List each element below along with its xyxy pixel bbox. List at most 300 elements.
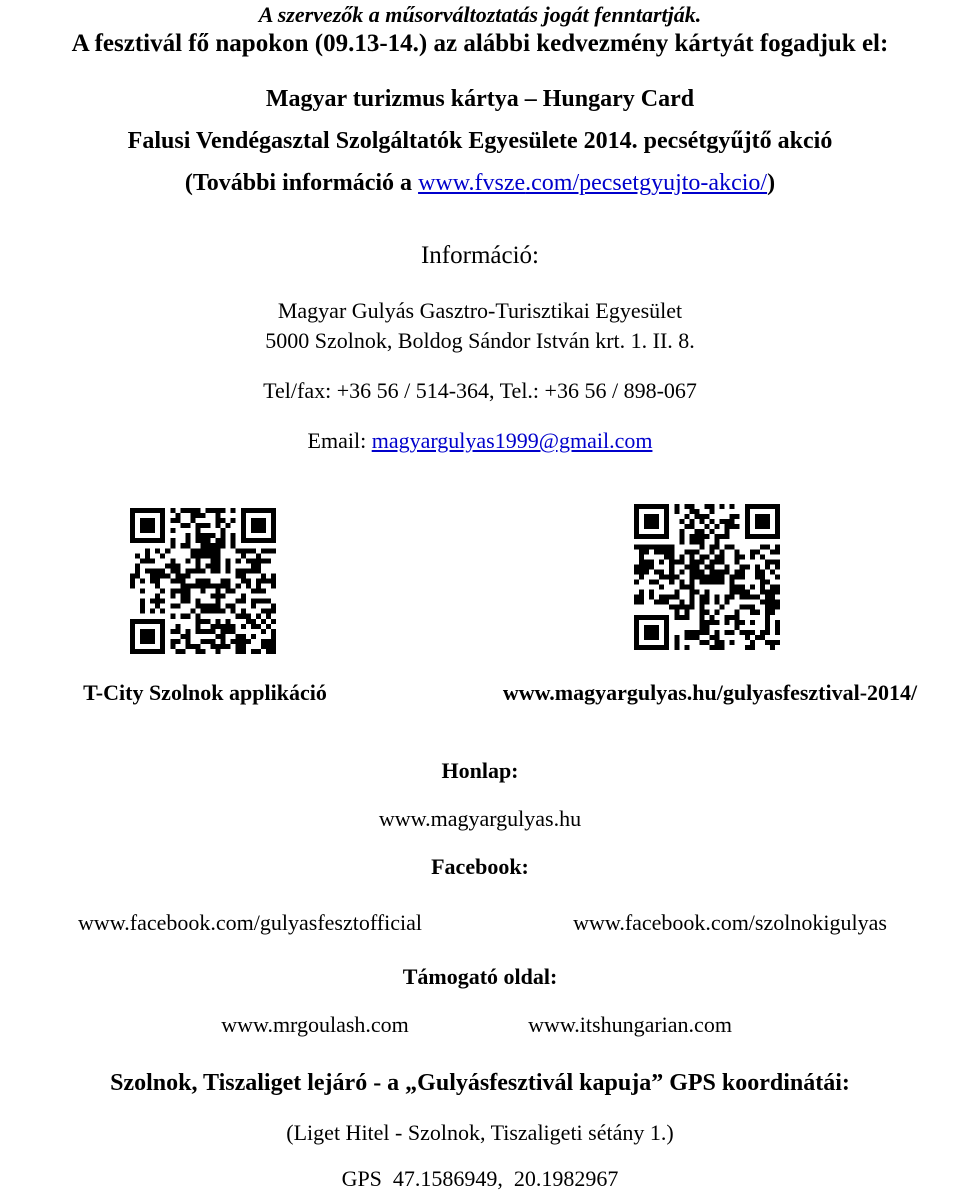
qr-module: [684, 610, 689, 615]
homepage-url[interactable]: www.magyargulyas.hu: [378, 806, 582, 831]
qr-module: [170, 508, 175, 513]
qr-module: [684, 524, 689, 529]
qr-module: [221, 543, 226, 548]
qr-module: [649, 580, 654, 585]
qr-module: [175, 624, 180, 629]
qr-module: [231, 609, 236, 614]
qr-module: [649, 544, 654, 549]
qr-module: [704, 640, 709, 645]
qr-module: [185, 508, 190, 513]
qr-module: [699, 529, 704, 534]
qr-module: [216, 624, 221, 629]
qr-caption-tcity: T-City Szolnok applikáció: [83, 680, 327, 705]
qr-module: [206, 533, 211, 538]
qr-module: [694, 529, 699, 534]
qr-module: [735, 549, 740, 554]
qr-module: [241, 609, 246, 614]
qr-module: [221, 578, 226, 583]
qr-module: [765, 580, 770, 585]
qr-module: [130, 573, 135, 578]
qr-module: [180, 589, 185, 594]
qr-module: [221, 639, 226, 644]
qr-module: [659, 569, 664, 574]
qr-module: [654, 600, 659, 605]
qr-module: [745, 630, 750, 635]
qr-module: [180, 634, 185, 639]
qr-module: [160, 573, 165, 578]
qr-module: [699, 539, 704, 544]
qr-module: [200, 523, 205, 528]
qr-module: [216, 584, 221, 589]
qr-module: [775, 564, 780, 569]
qr-module: [765, 595, 770, 600]
qr-module: [684, 635, 689, 640]
qr-module: [256, 578, 261, 583]
qr-module: [216, 634, 221, 639]
qr-module: [251, 619, 256, 624]
qr-module: [195, 553, 200, 558]
qr-module: [155, 594, 160, 599]
qr-module: [704, 514, 709, 519]
qr-module: [195, 548, 200, 553]
qr-module: [185, 543, 190, 548]
qr-module: [231, 589, 236, 594]
qr-module: [735, 615, 740, 620]
qr-module: [251, 604, 256, 609]
qr-module: [720, 559, 725, 564]
qr-module: [765, 630, 770, 635]
qr-module: [755, 549, 760, 554]
qr-module: [185, 639, 190, 644]
organization-name: Magyar Gulyás Gasztro-Turisztikai Egyesület: [277, 298, 683, 323]
qr-module: [725, 544, 730, 549]
qr-module: [765, 559, 770, 564]
qr-module: [206, 563, 211, 568]
qr-module: [674, 509, 679, 514]
qr-module: [704, 610, 709, 615]
qr-module: [251, 589, 256, 594]
qr-module: [770, 600, 775, 605]
qr-module: [750, 605, 755, 610]
qr-module: [170, 604, 175, 609]
qr-module: [216, 609, 221, 614]
qr-module: [725, 519, 730, 524]
qr-module: [165, 563, 170, 568]
qr-module: [130, 578, 135, 583]
qr-module: [689, 605, 694, 610]
qr-module: [170, 518, 175, 523]
qr-module: [266, 599, 271, 604]
fvsze-link-host[interactable]: www.fvsze: [418, 170, 526, 196]
qr-module: [699, 615, 704, 620]
qr-module: [155, 599, 160, 604]
qr-module: [750, 595, 755, 600]
gps-coordinates: GPS 47.1586949, 20.1982967: [341, 1166, 619, 1191]
qr-module: [266, 644, 271, 649]
qr-module: [659, 549, 664, 554]
qr-module: [231, 624, 236, 629]
qr-module: [246, 639, 251, 644]
qr-module: [765, 600, 770, 605]
qr-module: [211, 584, 216, 589]
qr-module: [750, 620, 755, 625]
qr-module: [659, 600, 664, 605]
qr-module: [715, 539, 720, 544]
qr-module: [155, 548, 160, 553]
qr-module: [221, 508, 226, 513]
qr-module: [175, 649, 180, 654]
qr-module: [755, 635, 760, 640]
qr-module: [639, 574, 644, 579]
qr-module: [639, 590, 644, 595]
qr-module: [740, 554, 745, 559]
qr-module: [735, 524, 740, 529]
qr-module: [145, 568, 150, 573]
qr-module: [710, 569, 715, 574]
qr-module: [175, 639, 180, 644]
qr-module: [256, 558, 261, 563]
qr-module: [206, 639, 211, 644]
qr-module: [175, 573, 180, 578]
qr-module: [206, 538, 211, 543]
qr-module: [190, 513, 195, 518]
qr-module: [674, 640, 679, 645]
qr-module: [241, 639, 246, 644]
qr-module: [639, 569, 644, 574]
reservation-notice: A szervezők a műsorváltoztatás jogát fenntartják.: [258, 2, 702, 27]
qr-module: [251, 568, 256, 573]
qr-module: [241, 553, 246, 558]
qr-module: [236, 558, 241, 563]
qr-module: [725, 524, 730, 529]
qr-module: [689, 549, 694, 554]
qr-module: [195, 624, 200, 629]
qr-module: [195, 599, 200, 604]
qr-module: [216, 543, 221, 548]
qr-module: [704, 595, 709, 600]
qr-module: [236, 584, 241, 589]
facebook-url-official[interactable]: www.facebook.com/gulyasfesztofficial: [78, 910, 422, 935]
qr-module: [135, 553, 140, 558]
facebook-heading: Facebook:: [431, 854, 529, 879]
qr-module: [261, 619, 266, 624]
qr-module: [221, 533, 226, 538]
qr-module: [704, 574, 709, 579]
qr-module: [699, 600, 704, 605]
qr-module: [720, 569, 725, 574]
support-url-mrgoulash[interactable]: www.mrgoulash.com: [221, 1012, 409, 1037]
qr-module: [730, 590, 735, 595]
qr-module: [689, 539, 694, 544]
qr-module: [770, 569, 775, 574]
qr-module: [720, 549, 725, 554]
qr-module: [659, 559, 664, 564]
qr-module: [699, 569, 704, 574]
qr-module: [679, 585, 684, 590]
qr-module: [226, 644, 231, 649]
qr-module: [735, 585, 740, 590]
qr-module: [745, 564, 750, 569]
qr-module: [699, 630, 704, 635]
qr-module: [770, 645, 775, 650]
qr-module: [155, 578, 160, 583]
qr-module: [221, 644, 226, 649]
qr-module: [725, 595, 730, 600]
qr-module: [175, 578, 180, 583]
qr-module: [654, 549, 659, 554]
facebook-url-szolnok[interactable]: www.facebook.com/szolnokigulyas: [573, 910, 887, 935]
qr-module: [195, 619, 200, 624]
qr-module: [175, 513, 180, 518]
qr-module: [180, 614, 185, 619]
qr-module: [715, 610, 720, 615]
qr-module: [710, 544, 715, 549]
qr-module: [211, 629, 216, 634]
qr-module: [231, 629, 236, 634]
qr-module: [760, 574, 765, 579]
qr-module: [241, 644, 246, 649]
qr-module: [664, 574, 669, 579]
qr-module: [770, 549, 775, 554]
qr-module: [689, 534, 694, 539]
qr-module: [689, 600, 694, 605]
qr-module: [684, 615, 689, 620]
qr-module: [271, 584, 276, 589]
qr-module: [679, 559, 684, 564]
qr-module: [720, 640, 725, 645]
qr-module: [770, 605, 775, 610]
qr-module: [770, 610, 775, 615]
qr-module: [195, 584, 200, 589]
qr-module: [185, 589, 190, 594]
qr-module: [231, 508, 236, 513]
qr-module: [200, 629, 205, 634]
qr-module: [226, 604, 231, 609]
qr-module: [720, 574, 725, 579]
qr-module: [266, 639, 271, 644]
qr-module: [740, 595, 745, 600]
qr-module: [155, 568, 160, 573]
qr-module: [231, 639, 236, 644]
qr-module: [765, 544, 770, 549]
qr-module: [195, 568, 200, 573]
qr-module: [755, 610, 760, 615]
qr-module: [684, 630, 689, 635]
qr-module: [140, 604, 145, 609]
qr-module: [271, 634, 276, 639]
qr-module: [261, 639, 266, 644]
qr-module: [730, 514, 735, 519]
qr-module: [211, 553, 216, 558]
qr-module: [664, 600, 669, 605]
qr-module: [750, 610, 755, 615]
qr-module: [760, 590, 765, 595]
qr-module: [180, 584, 185, 589]
qr-module: [211, 563, 216, 568]
qr-module: [659, 585, 664, 590]
qr-module: [689, 559, 694, 564]
qr-module: [674, 590, 679, 595]
qr-module: [699, 620, 704, 625]
qr-module: [175, 568, 180, 573]
qr-module: [251, 558, 256, 563]
qr-module: [669, 574, 674, 579]
qr-module: [710, 559, 715, 564]
homepage-heading: Honlap:: [441, 758, 519, 783]
email-label: Email:: [307, 428, 372, 453]
qr-module: [694, 514, 699, 519]
qr-module: [755, 514, 770, 529]
qr-module: [241, 599, 246, 604]
qr-module: [261, 629, 266, 634]
qr-module: [160, 609, 165, 614]
qr-module: [206, 609, 211, 614]
qr-module: [715, 580, 720, 585]
qr-module: [195, 513, 200, 518]
qr-module: [674, 595, 679, 600]
qr-module: [195, 644, 200, 649]
qr-module: [251, 563, 256, 568]
qr-module: [715, 544, 720, 549]
qr-module: [261, 589, 266, 594]
qr-module: [710, 615, 715, 620]
qr-module: [256, 584, 261, 589]
qr-module: [770, 559, 775, 564]
qr-module: [271, 629, 276, 634]
qr-module: [150, 568, 155, 573]
qr-module: [185, 568, 190, 573]
qr-module: [720, 605, 725, 610]
qr-module: [735, 569, 740, 574]
qr-module: [669, 559, 674, 564]
qr-module: [704, 580, 709, 585]
qr-module: [730, 640, 735, 645]
qr-module: [221, 538, 226, 543]
qr-module: [135, 573, 140, 578]
qr-module: [216, 518, 221, 523]
qr-module: [266, 649, 271, 654]
qr-module: [180, 573, 185, 578]
qr-module: [735, 620, 740, 625]
qr-caption-festival-url[interactable]: www.magyargulyas.hu/gulyasfesztival-2014/: [502, 680, 918, 705]
qr-module: [170, 594, 175, 599]
qr-module: [639, 549, 644, 554]
qr-module: [200, 604, 205, 609]
qr-module: [679, 580, 684, 585]
qr-module: [715, 524, 720, 529]
qr-code-tcity: [130, 508, 276, 654]
qr-module: [775, 625, 780, 630]
more-info-suffix: ): [767, 170, 776, 196]
email-link[interactable]: magyargulyas1999@gmail.com: [371, 428, 653, 453]
qr-module: [770, 585, 775, 590]
qr-module: [679, 600, 684, 605]
qr-module: [140, 599, 145, 604]
qr-module: [760, 585, 765, 590]
qr-module: [694, 590, 699, 595]
qr-module: [216, 548, 221, 553]
qr-module: [221, 634, 226, 639]
qr-module: [699, 640, 704, 645]
qr-module: [241, 649, 246, 654]
qr-module: [720, 580, 725, 585]
qr-module: [200, 548, 205, 553]
qr-module: [236, 614, 241, 619]
qr-module: [755, 595, 760, 600]
qr-module: [180, 649, 185, 654]
qr-module: [775, 640, 780, 645]
qr-module: [684, 504, 689, 509]
qr-module: [715, 569, 720, 574]
discount-cards-intro: A fesztivál fő napokon (09.13-14.) az alábbi kedvezmény kártyát fogadjuk el:: [71, 30, 889, 57]
qr-module: [180, 508, 185, 513]
qr-module: [704, 620, 709, 625]
qr-module: [704, 504, 709, 509]
qr-module: [271, 644, 276, 649]
qr-module: [654, 569, 659, 574]
qr-module: [185, 614, 190, 619]
qr-module: [216, 513, 221, 518]
qr-module: [689, 524, 694, 529]
qr-module: [720, 504, 725, 509]
qr-module: [206, 578, 211, 583]
qr-module: [735, 559, 740, 564]
qr-module: [684, 564, 689, 569]
qr-module: [745, 590, 750, 595]
qr-module: [699, 534, 704, 539]
qr-module: [699, 574, 704, 579]
qr-module: [765, 625, 770, 630]
qr-module: [266, 548, 271, 553]
qr-module: [206, 523, 211, 528]
qr-module: [200, 649, 205, 654]
qr-module: [221, 624, 226, 629]
qr-module: [231, 543, 236, 548]
qr-module: [211, 594, 216, 599]
support-url-itshungarian[interactable]: www.itshungarian.com: [528, 1012, 732, 1037]
qr-module: [211, 639, 216, 644]
qr-module: [241, 548, 246, 553]
qr-module: [231, 533, 236, 538]
qr-module: [730, 585, 735, 590]
qr-module: [195, 508, 200, 513]
qr-module: [775, 630, 780, 635]
qr-module: [160, 599, 165, 604]
qr-module: [190, 508, 195, 513]
qr-module: [750, 554, 755, 559]
qr-module: [699, 580, 704, 585]
gps-place: (Liget Hitel - Szolnok, Tiszaligeti sétány 1.): [286, 1120, 674, 1145]
qr-module: [699, 610, 704, 615]
qr-module: [261, 609, 266, 614]
qr-module: [689, 635, 694, 640]
qr-module: [145, 548, 150, 553]
qr-module: [216, 568, 221, 573]
qr-module: [216, 538, 221, 543]
qr-module: [639, 600, 644, 605]
qr-module: [730, 630, 735, 635]
qr-module: [206, 553, 211, 558]
fvsze-link-path[interactable]: .com/pecsetgyujto-akcio/: [525, 170, 768, 196]
qr-module: [745, 595, 750, 600]
qr-module: [256, 599, 261, 604]
qr-module: [710, 509, 715, 514]
qr-module: [140, 518, 155, 533]
qr-module: [740, 620, 745, 625]
qr-module: [674, 645, 679, 650]
qr-module: [715, 554, 720, 559]
qr-module: [170, 568, 175, 573]
